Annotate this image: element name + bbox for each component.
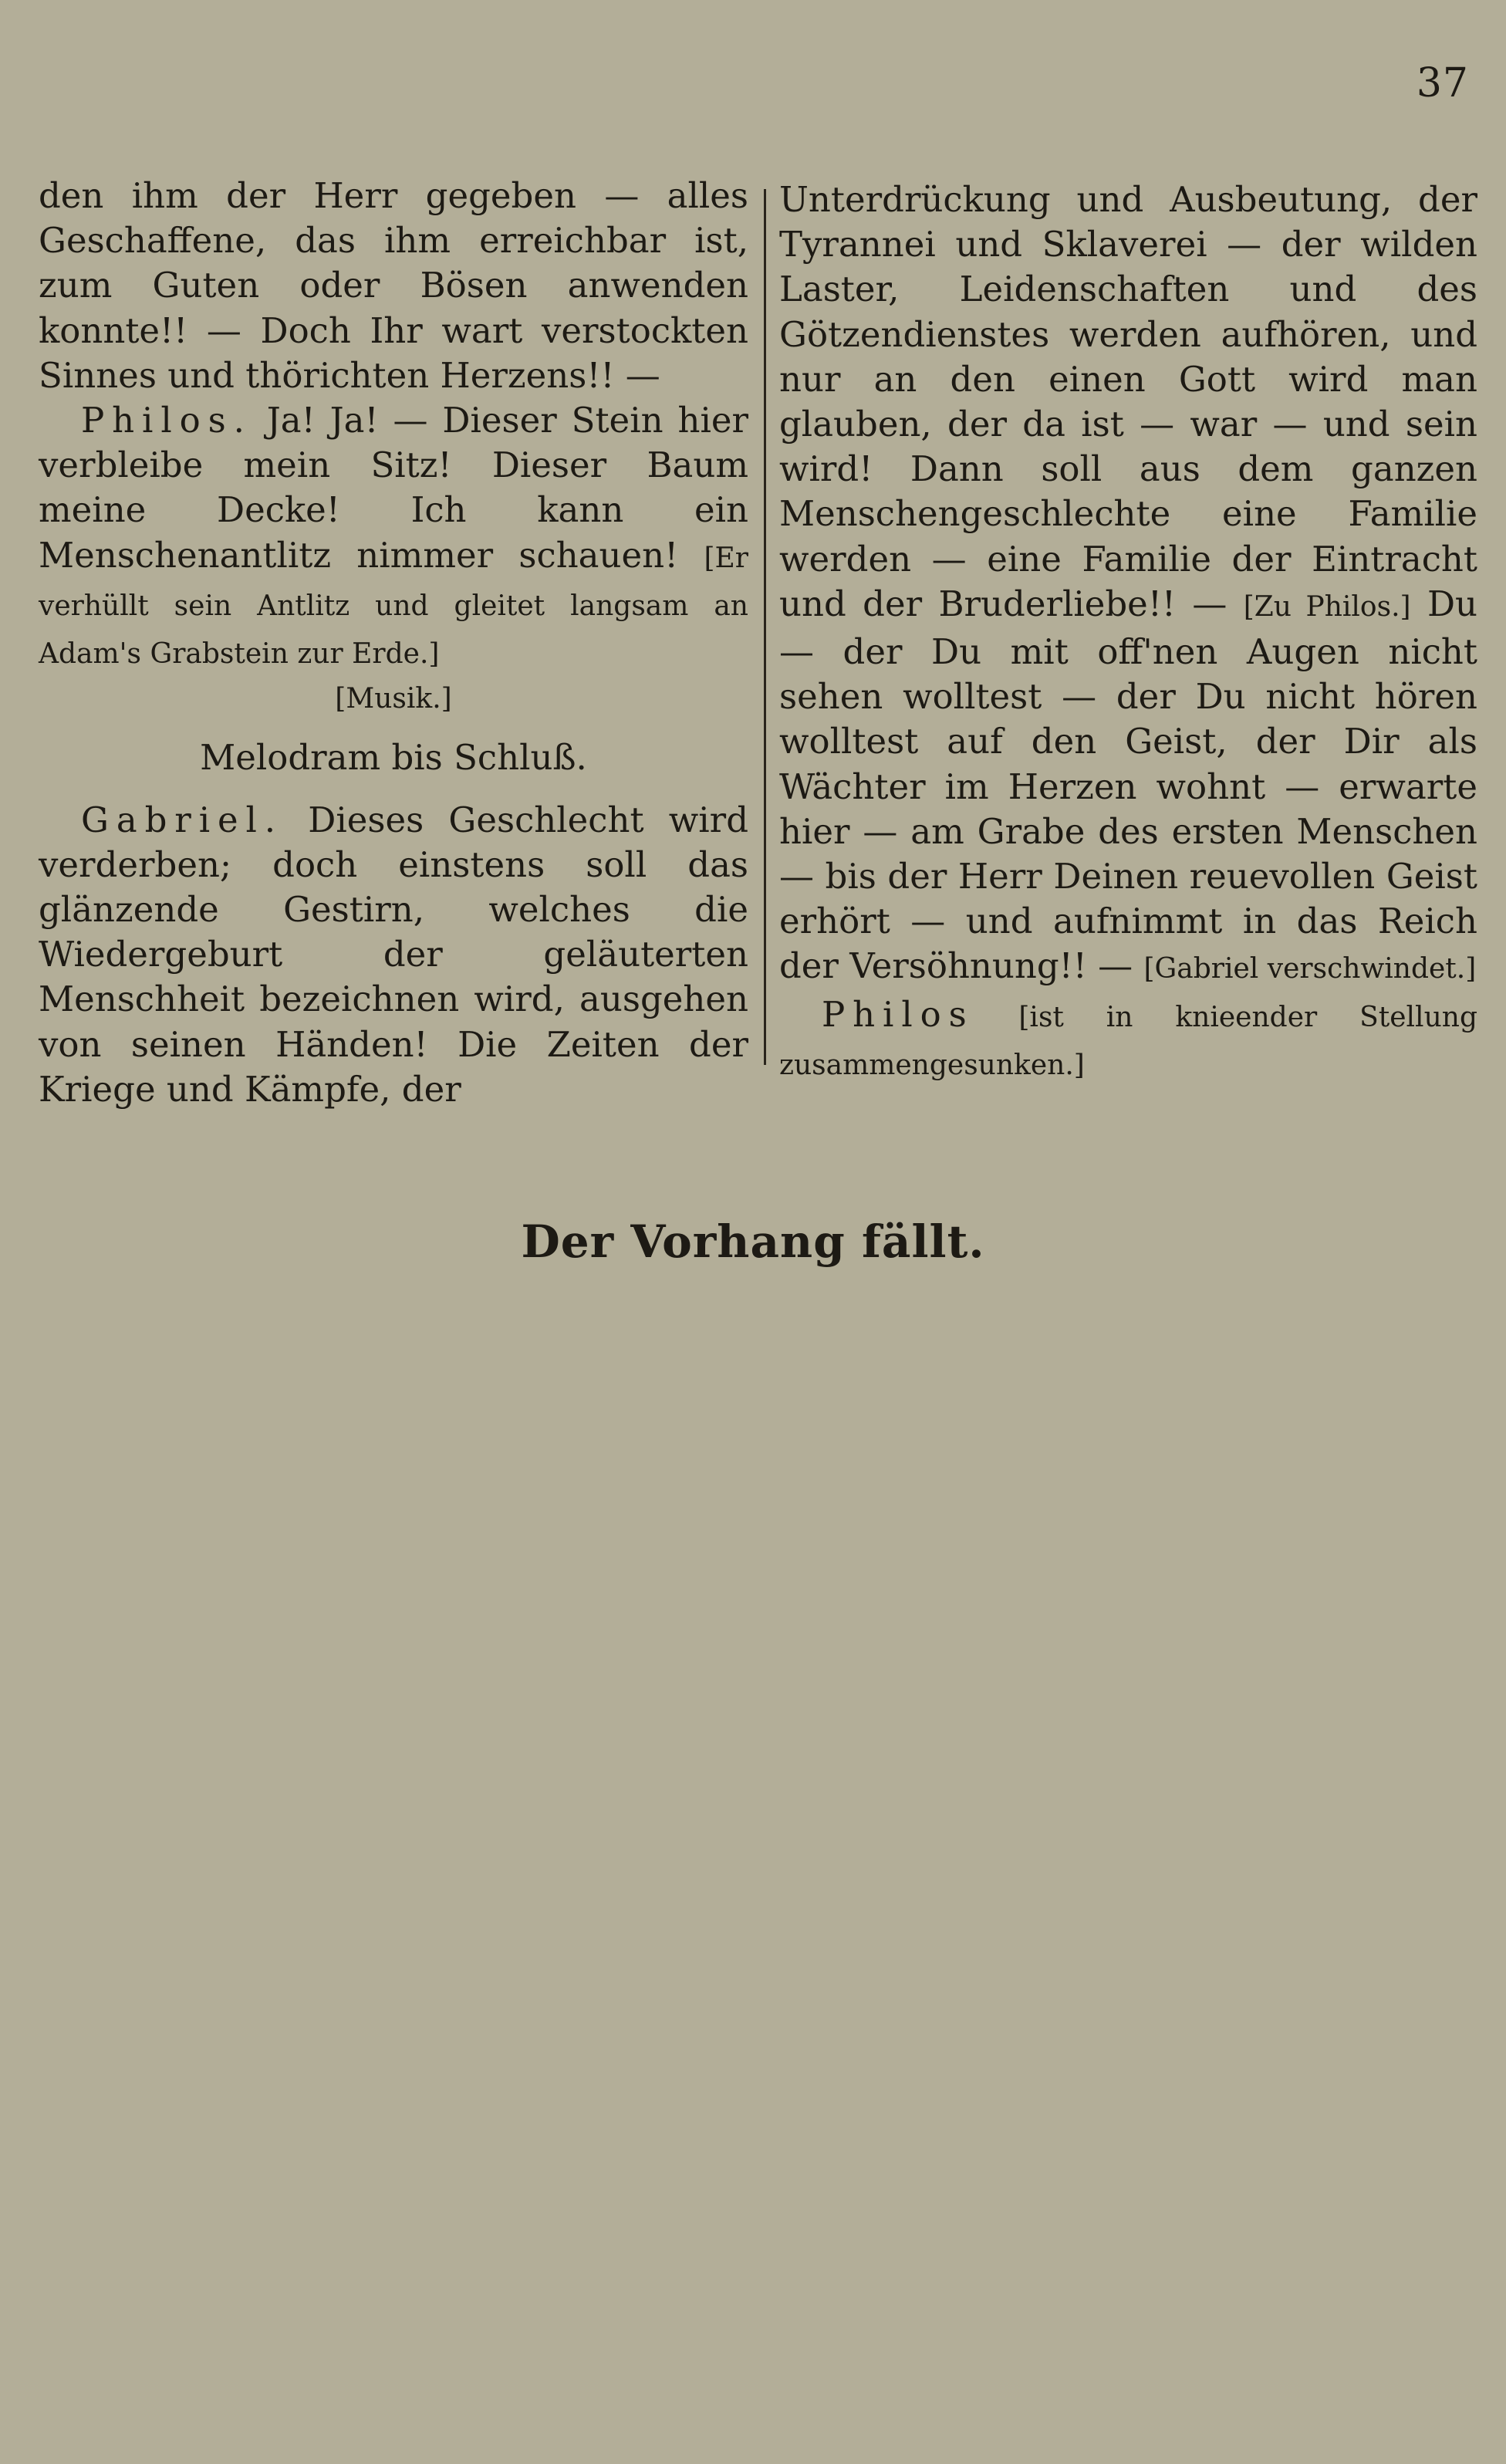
paragraph: den ihm der Herr gegeben — alles Geschaffene, das ihm erreichbar ist, zum Guten oder Bösen anwenden konnte!! — Doch Ihr wart verstockten Sinnes und thörichten Herzens!! — (39, 175, 748, 396)
speech-text: Unterdrückung und Ausbeutung, der Tyrannei und Sklaverei — der wilden Laster, Leidenschaften und des Götzendienstes werden aufhören, und nur an den einen Gott wird man glauben, der da ist — war — und sein wird! Dann soll aus dem ganzen Menschengeschlechte eine Familie werden — eine Familie der Eintracht und der Bruderliebe!! — (779, 179, 1477, 624)
speech-gabriel-continued (779, 177, 1477, 992)
speaker-name: Philos. (81, 400, 252, 441)
stage-direction: [Gabriel verschwindet.] (1143, 953, 1477, 985)
speech-text: Ja! Ja! — Dieser Stein hier verbleibe mein Sitz! Dieser Baum meine Decke! Ich kann ein Menschenantlitz nimmer schauen! (39, 400, 748, 576)
left-column (39, 174, 748, 1112)
speech-text: Du — der Du mit off'nen Augen nicht sehen wolltest — der Du nicht hören wolltest auf den Geist, der Dir als Wächter im Herzen wohnt — erwarte hier — am Grabe des ersten Menschen — bis der Herr Deinen reuevollen Geist erhört — und aufnimmt in das Reich der Versöhnung!! — (779, 583, 1477, 987)
column-divider (764, 189, 766, 1065)
speech-text: Dieses Geschlecht wird verderben; doch einstens soll das glänzende Gestirn, welches die Wiedergeburt der geläuterten Menschheit bezeichnen wird, ausgehen von seinen Händen! Die Zeiten der Kriege und Kämpfe, der (39, 799, 748, 1110)
stage-direction-music: [Musik.] (335, 683, 452, 715)
stage-direction: [Er verhüllt sein Antlitz und gleitet langsam an Adam's Grabstein zur Erde.] (39, 542, 748, 671)
curtain-line: Der Vorhang fällt. (521, 1215, 985, 1268)
right-column (779, 177, 1477, 1088)
speaker-name: Gabriel. (81, 799, 284, 840)
text-columns (39, 174, 1477, 1110)
speech-philos (39, 398, 748, 677)
stage-direction: [ist in knieender Stellung zusammengesunken.] (779, 1001, 1477, 1081)
melodram-heading: Melodram bis Schluß. (200, 737, 587, 779)
page-number: 37 (1416, 60, 1469, 106)
speech-philos-final (779, 992, 1477, 1088)
speech-gabriel (39, 798, 748, 1112)
stage-direction: [Zu Philos.] (1243, 590, 1411, 623)
speaker-name: Philos (822, 993, 974, 1035)
